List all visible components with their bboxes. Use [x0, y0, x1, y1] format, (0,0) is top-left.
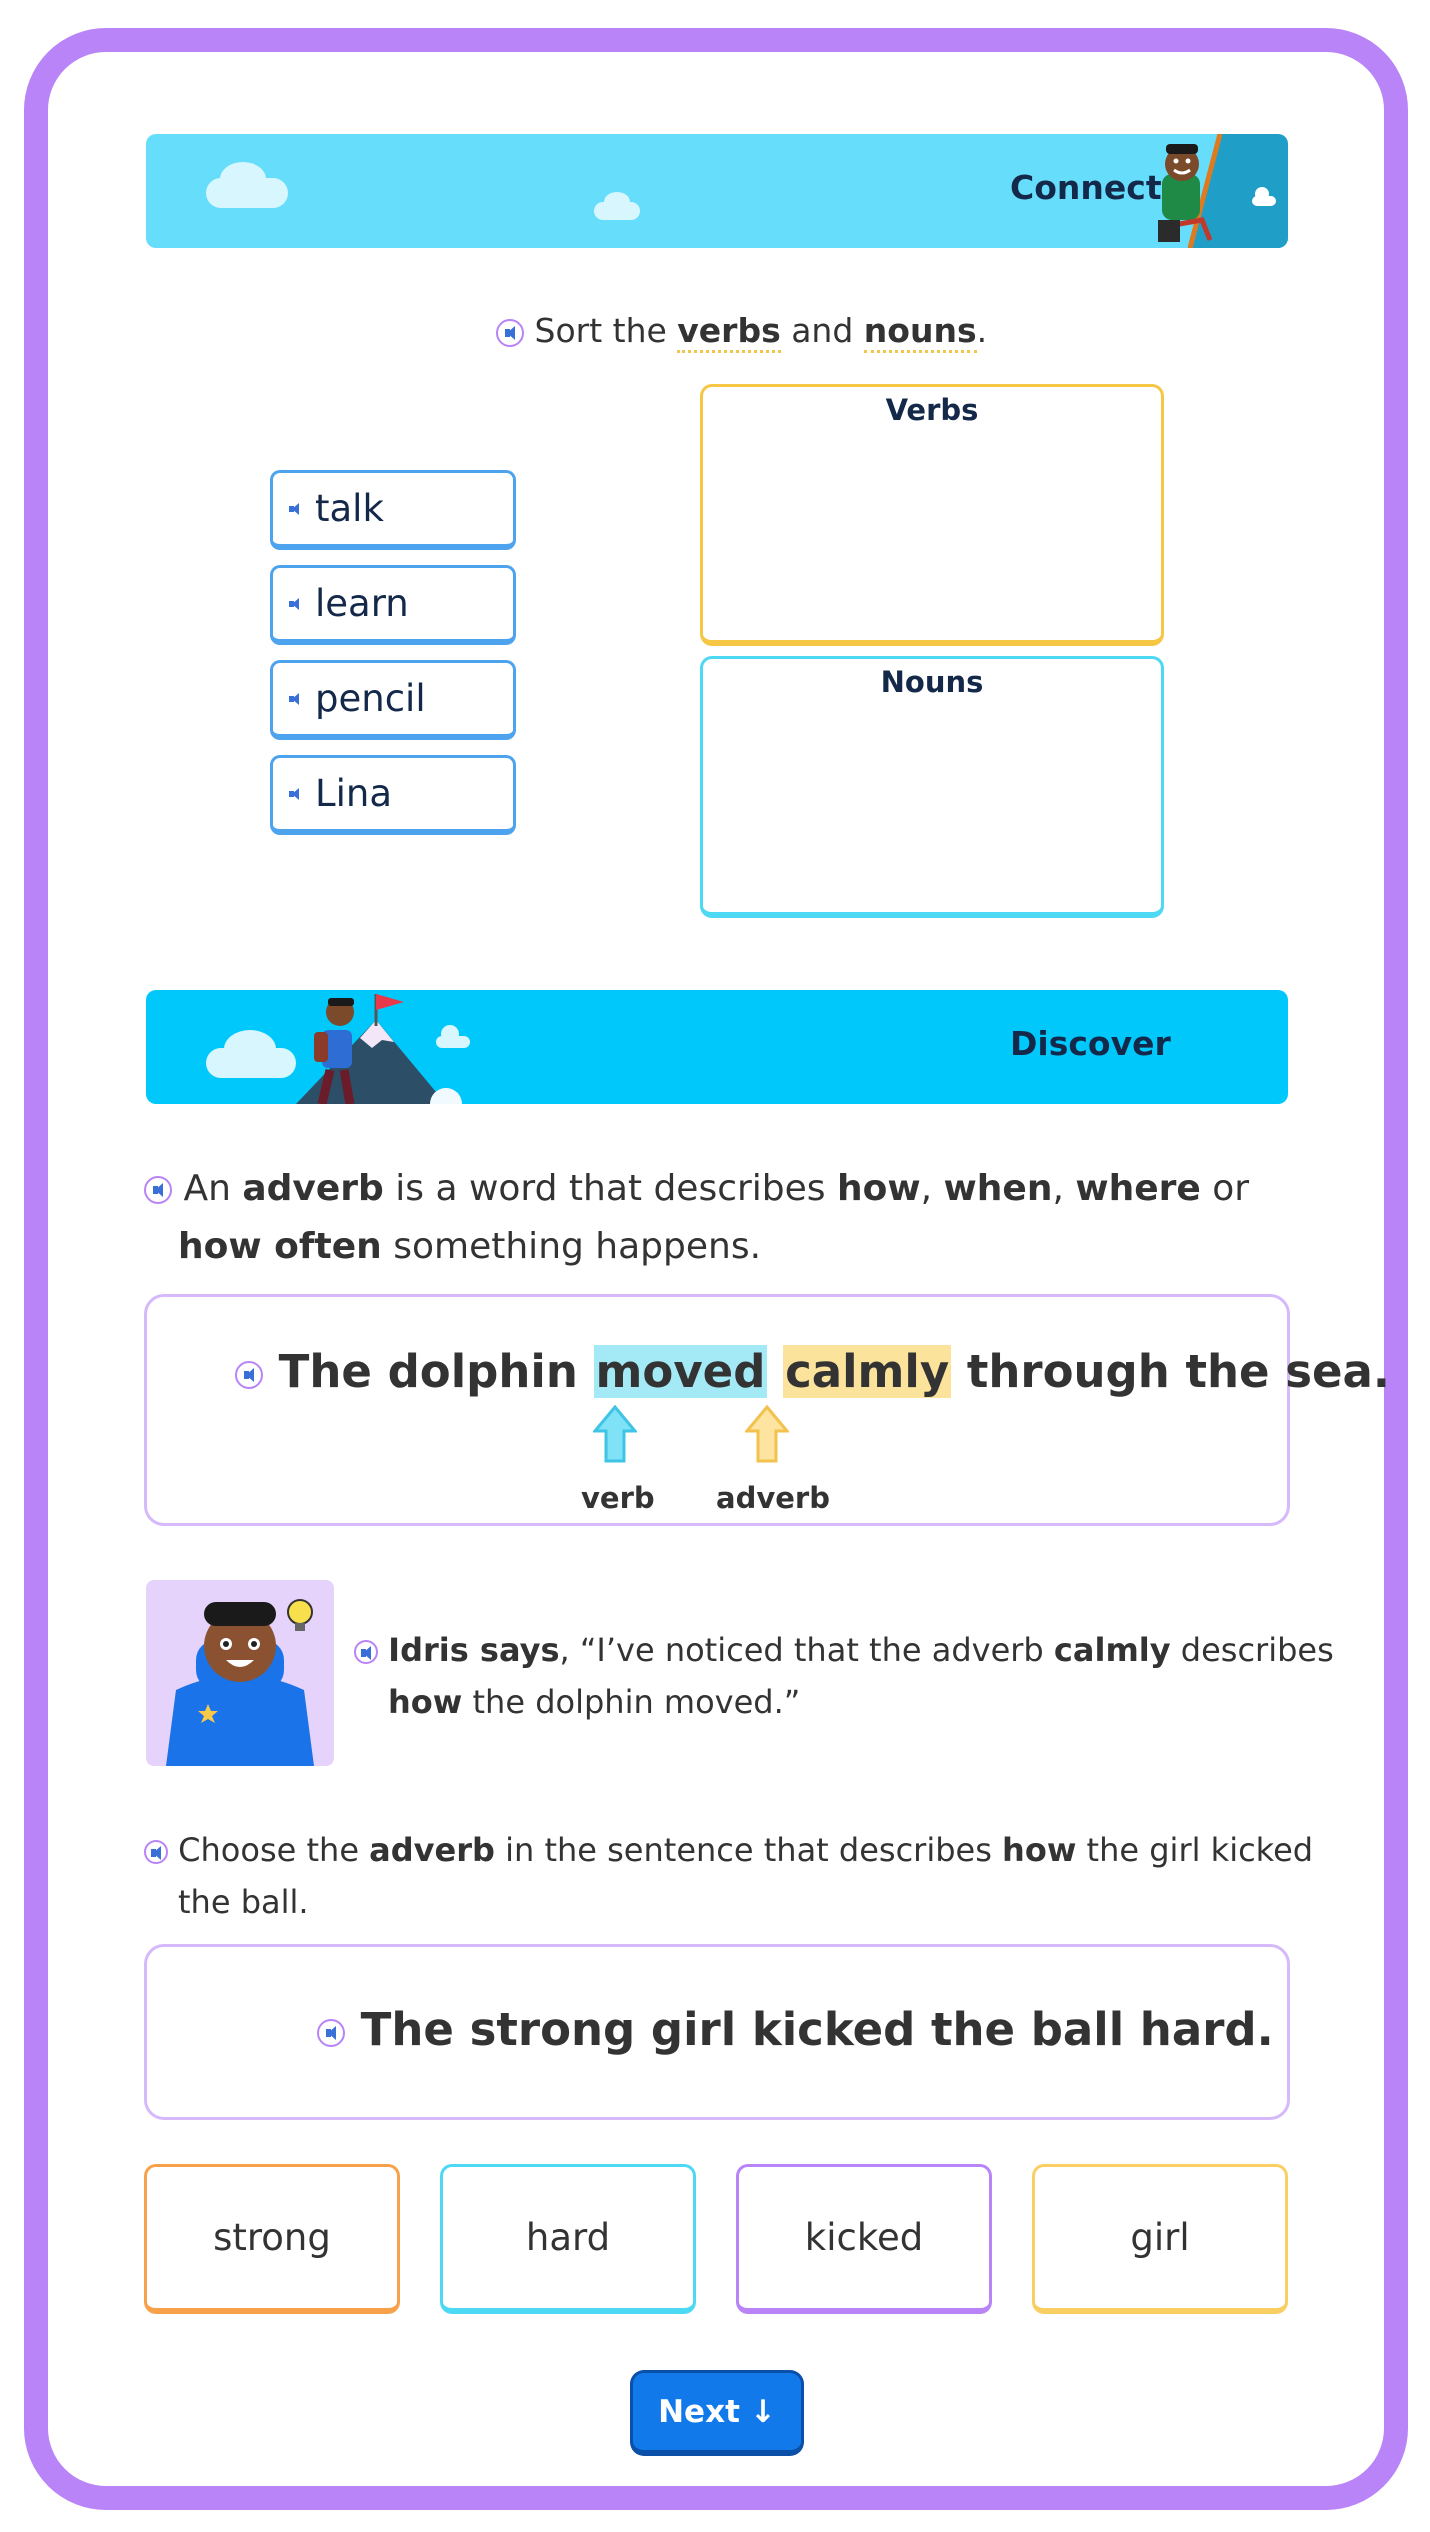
word-chip-talk[interactable]: talk	[270, 470, 516, 550]
discover-banner	[146, 990, 1288, 1104]
verb-highlight: moved	[595, 1345, 766, 1398]
nouns-label: Nouns	[880, 665, 984, 699]
connect-title: Connect	[1010, 168, 1162, 207]
next-button[interactable]: Next ↓	[630, 2370, 804, 2456]
discover-title: Discover	[1010, 1024, 1171, 1063]
sort-instruction: Sort the verbs and nouns.	[496, 302, 987, 359]
word-chip-lina[interactable]: Lina	[270, 755, 516, 835]
idris-quote-line2: how the dolphin moved.”	[388, 1683, 801, 1721]
speaker-icon[interactable]	[289, 692, 303, 706]
question-instruction-line2: the ball.	[178, 1883, 309, 1921]
cloud-icon	[220, 162, 266, 196]
word-chip-learn[interactable]: learn	[270, 565, 516, 645]
question-sentence-box	[144, 1944, 1290, 2120]
cloud-icon	[224, 1030, 276, 1068]
idris-avatar	[146, 1580, 334, 1766]
mountain-climber-illustration	[296, 990, 476, 1104]
question-sentence: The strong girl kicked the ball hard.	[317, 2003, 1274, 2056]
speaker-icon[interactable]	[289, 502, 303, 516]
option-girl[interactable]: girl	[1032, 2164, 1288, 2314]
option-kicked[interactable]: kicked	[736, 2164, 992, 2314]
verb-tag: verb	[581, 1481, 655, 1515]
example-sentence-box	[144, 1294, 1390, 1526]
verbs-label: Verbs	[885, 393, 979, 427]
speaker-icon[interactable]	[317, 2019, 345, 2047]
question-instruction: Choose the adverb in the sentence that describes how the girl kicked	[144, 1824, 1313, 1876]
adverb-highlight: calmly	[785, 1345, 950, 1398]
option-strong[interactable]: strong	[144, 2164, 400, 2314]
adverb-definition-line2: how often something happens.	[178, 1226, 762, 1267]
idris-quote: Idris says, “I’ve noticed that the adverb calmly describes	[354, 1624, 1334, 1676]
speaker-icon[interactable]	[289, 787, 303, 801]
climber-illustration	[1148, 134, 1288, 248]
option-hard[interactable]: hard	[440, 2164, 696, 2314]
speaker-icon[interactable]	[354, 1640, 378, 1664]
example-sentence: The dolphin moved calmly through the sea.	[235, 1345, 1390, 1398]
adverb-definition: An adverb is a word that describes how, when, where or	[144, 1160, 1249, 1217]
adverb-tag: adverb	[716, 1481, 830, 1515]
nouns-drop-zone[interactable]	[700, 656, 1164, 918]
speaker-icon[interactable]	[144, 1176, 172, 1204]
speaker-icon[interactable]	[144, 1840, 168, 1864]
speaker-icon[interactable]	[289, 597, 303, 611]
verbs-drop-zone[interactable]	[700, 384, 1164, 646]
up-arrow-icon	[745, 1405, 789, 1463]
arrow-down-icon: ↓	[749, 2393, 776, 2430]
word-chip-pencil[interactable]: pencil	[270, 660, 516, 740]
connect-banner	[146, 134, 1288, 248]
up-arrow-icon	[593, 1405, 637, 1463]
speaker-icon[interactable]	[235, 1361, 263, 1389]
speaker-icon[interactable]	[496, 319, 524, 347]
cloud-icon	[604, 192, 630, 212]
